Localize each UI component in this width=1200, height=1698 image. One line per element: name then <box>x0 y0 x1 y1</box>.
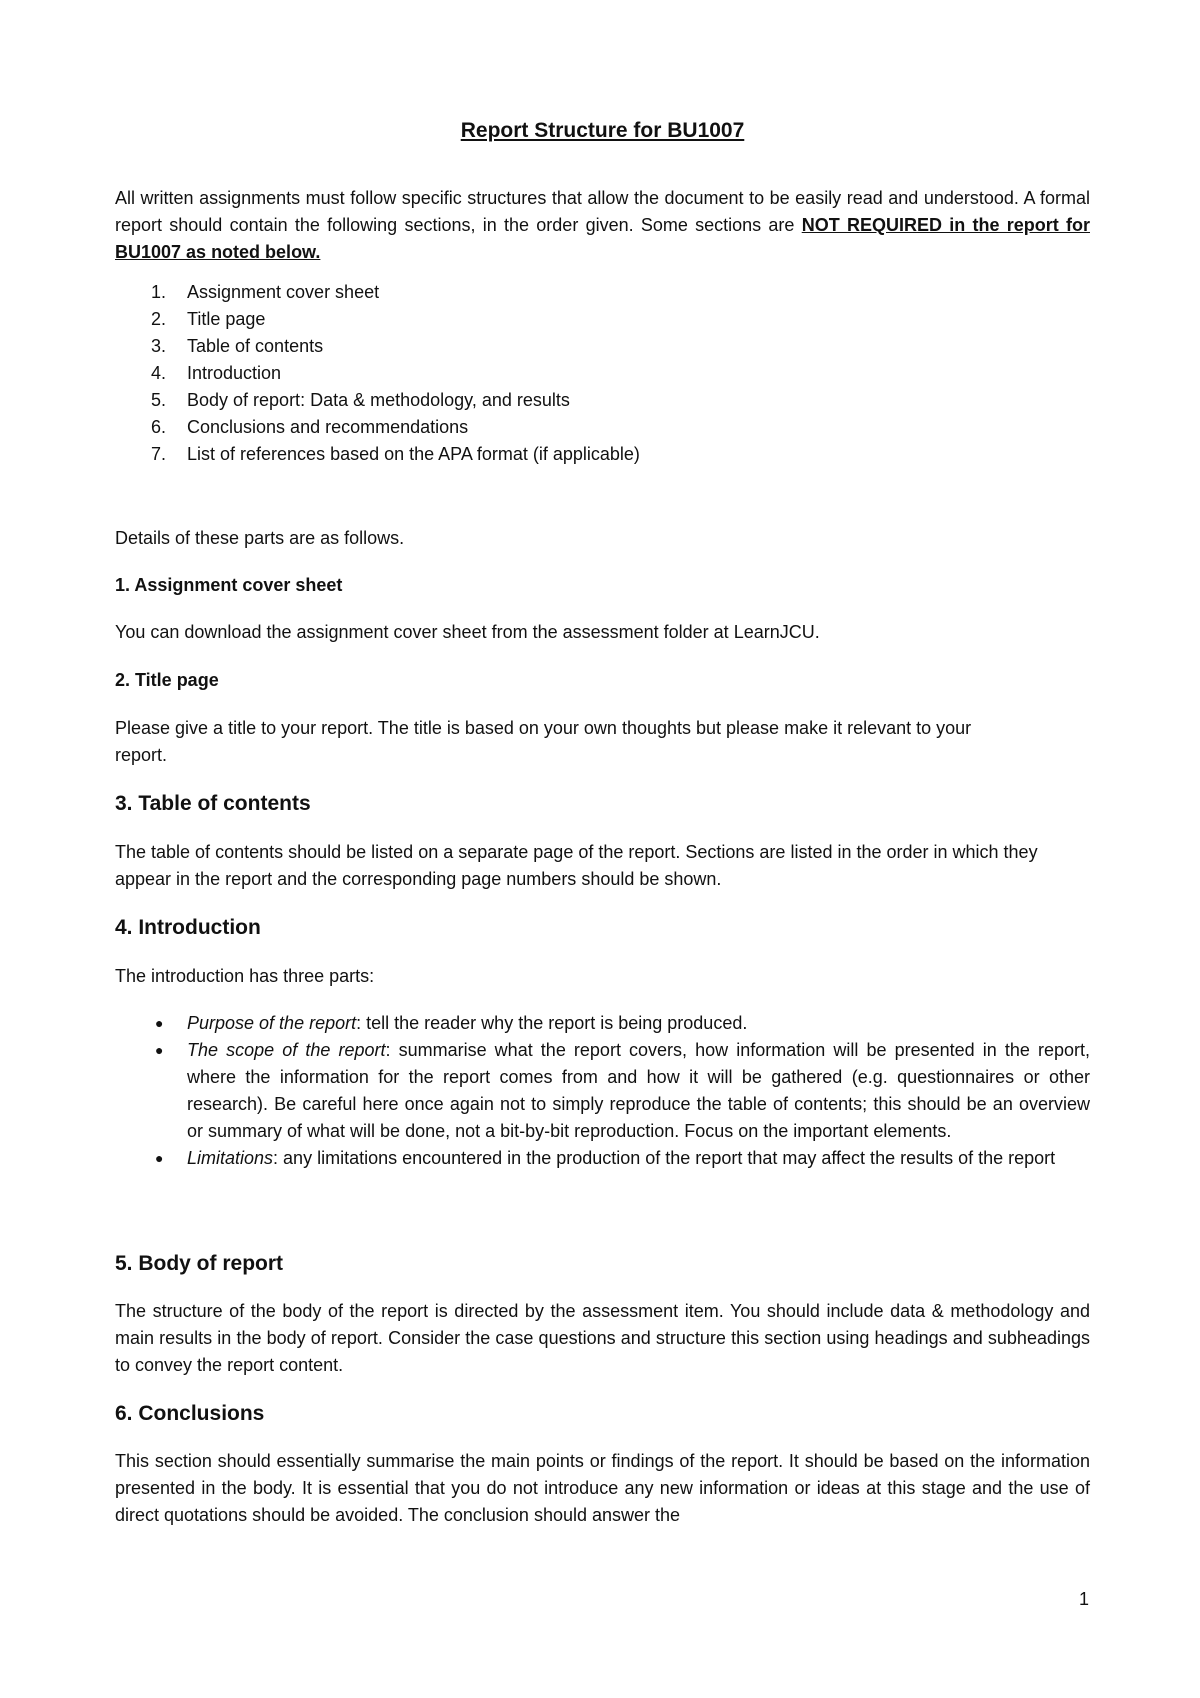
list-item-label: Conclusions and recommendations <box>187 417 469 437</box>
bullet-icon: ● <box>155 1042 164 1058</box>
sections-list <box>115 279 1090 468</box>
list-item-label: List of references based on the APA format (if applicable) <box>187 444 640 464</box>
intro-paragraph <box>115 185 1090 266</box>
intro-required-note: NOT REQUIRED in the report for BU1007 as noted below. <box>115 215 1090 262</box>
section-3-text: The table of contents should be listed on a separate page of the report. Sections are listed in the order in which they appear in the report and the corresponding page numbers should be shown. <box>115 842 1038 889</box>
bullet-item <box>115 1037 1090 1145</box>
section-1-heading: 1. Assignment cover sheet <box>115 575 343 595</box>
list-item <box>115 441 1090 468</box>
list-item-label: Assignment cover sheet <box>187 282 380 302</box>
list-item-number: 1. <box>151 282 167 302</box>
list-item-number: 4. <box>151 363 167 383</box>
details-intro: Details of these parts are as follows. <box>115 528 405 548</box>
section-1-text: You can download the assignment cover sheet from the assessment folder at LearnJCU. <box>115 622 820 642</box>
list-item-number: 7. <box>151 444 167 464</box>
section-4-bullets-block <box>115 1010 1090 1172</box>
section-4-text: The introduction has three parts: <box>115 966 375 986</box>
section-2-text: Please give a title to your report. The title is based on your own thoughts but please make it relevant to your report. <box>115 718 972 765</box>
list-item-label: Table of contents <box>187 336 324 356</box>
bullet-text: : tell the reader why the report is being produced. <box>356 1013 748 1033</box>
intro-text: All written assignments must follow specific structures that allow the document to be easily read and understood. A formal report should contain the following sections, in the order given. Some sections are <box>115 188 1090 235</box>
section-6-text: This section should essentially summarise the main points or findings of the report. It should be based on the information presented in the body. It is essential that you do not introduce any new information or ideas at this stage and the use of direct quotations should be avoided. The conclusion should answer the <box>115 1451 1090 1525</box>
list-item-number: 5. <box>151 390 167 410</box>
document-page <box>115 0 1090 1698</box>
section-5-heading: 5. Body of report <box>115 1252 284 1275</box>
bullet-text: : any limitations encountered in the production of the report that may affect the results of the report <box>273 1148 1056 1168</box>
section-5-text: The structure of the body of the report is directed by the assessment item. You should include data & methodology and main results in the body of report. Consider the case questions and structure this section using headings and subheadings to convey the report content. <box>115 1301 1090 1375</box>
bullet-term: Limitations <box>187 1148 274 1168</box>
section-2-heading: 2. Title page <box>115 670 219 690</box>
list-item-label: Body of report: Data & methodology, and results <box>187 390 570 410</box>
list-item <box>115 360 1090 387</box>
bullet-icon: ● <box>155 1015 164 1031</box>
list-item-label: Title page <box>187 309 266 329</box>
bullet-term: Purpose of the report <box>187 1013 357 1033</box>
bullet-term: The scope of the report <box>187 1040 386 1060</box>
list-item-number: 2. <box>151 309 167 329</box>
section-4-heading: 4. Introduction <box>115 916 261 939</box>
list-item <box>115 279 1090 306</box>
list-item-number: 6. <box>151 417 167 437</box>
list-item-number: 3. <box>151 336 167 356</box>
bullet-icon: ● <box>155 1150 164 1166</box>
page-number: 1 <box>1079 1589 1090 1609</box>
list-item <box>115 306 1090 333</box>
section-4-bullets <box>115 1010 1090 1172</box>
section-3-heading: 3. Table of contents <box>115 792 311 815</box>
section-6-heading: 6. Conclusions <box>115 1402 265 1425</box>
bullet-item <box>115 1010 1090 1037</box>
list-item <box>115 414 1090 441</box>
list-item <box>115 333 1090 360</box>
list-item <box>115 387 1090 414</box>
list-item-label: Introduction <box>187 363 282 383</box>
sections-list-block <box>115 279 1090 468</box>
document-title: Report Structure for BU1007 <box>460 119 745 142</box>
bullet-item <box>115 1145 1090 1172</box>
bullet-text: : summarise what the report covers, how information will be presented in the report, where the information for the report comes from and how it will be gathered (e.g. questionnaires or other research). Be careful here once again not to simply reproduce the table of contents; this should be an overview or summary of what will be done, not a bit-by-bit reproduction. Focus on the important elements. <box>187 1040 1090 1141</box>
